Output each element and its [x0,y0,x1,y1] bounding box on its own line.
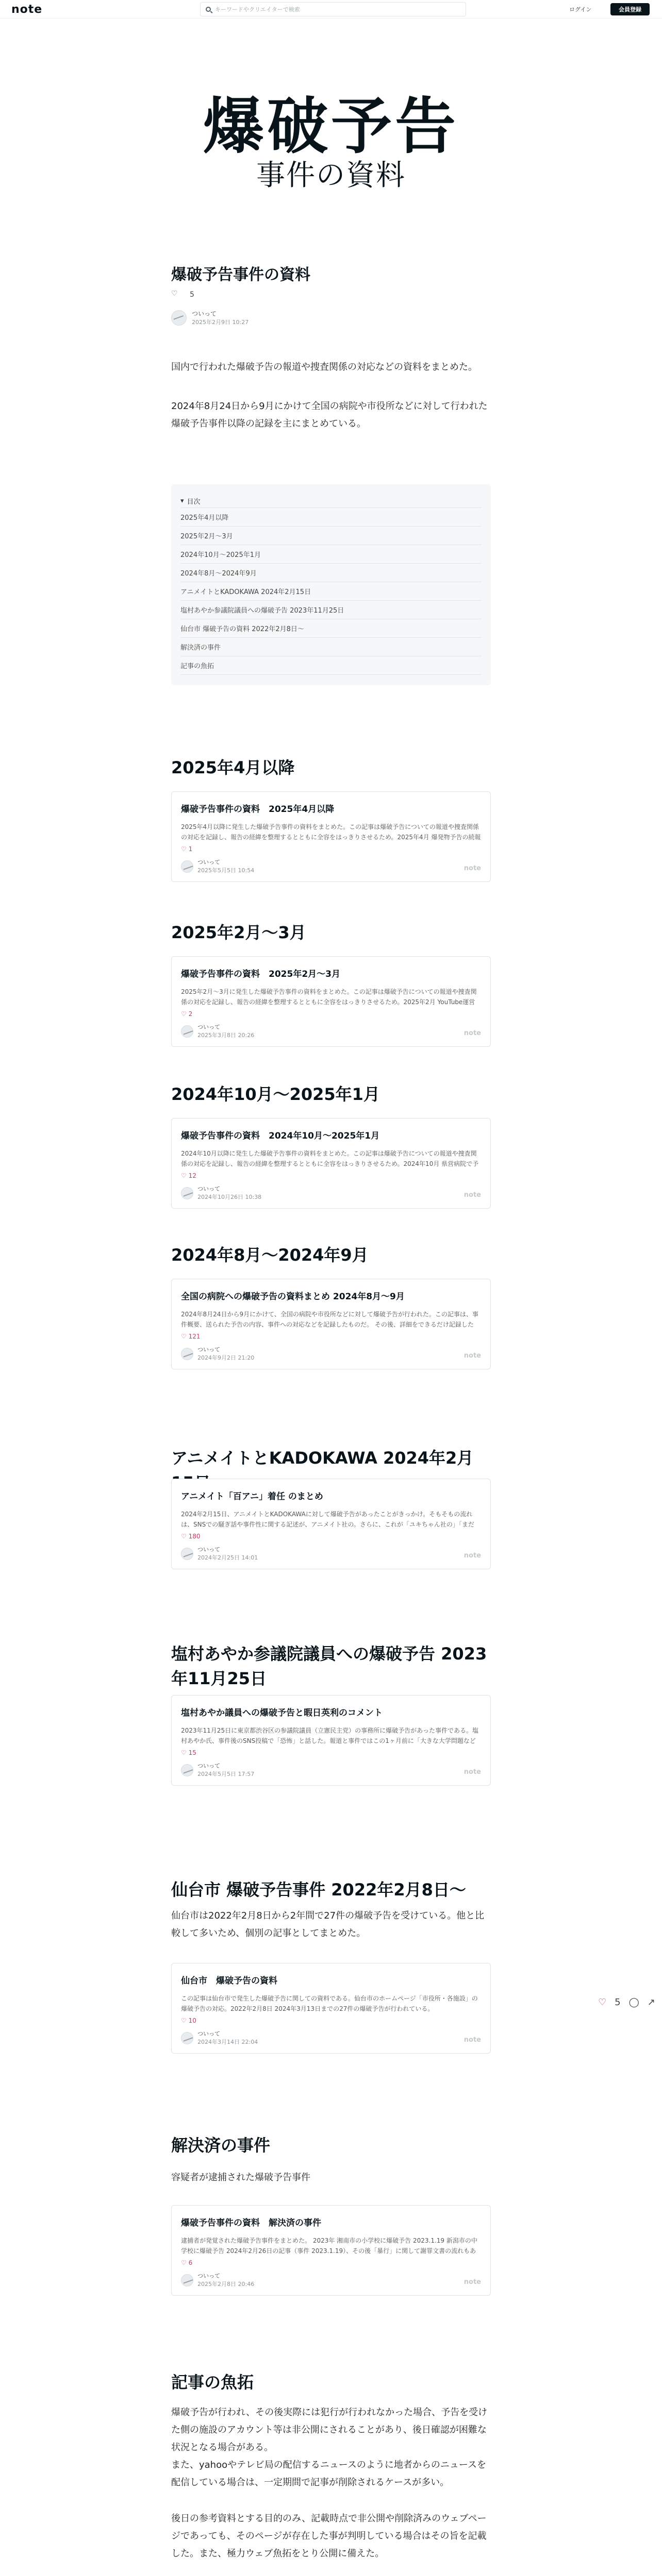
avatar [181,1025,193,1038]
note-logo: note [464,1191,481,1199]
heart-icon[interactable]: ♡ [171,290,178,298]
avatar [181,860,193,873]
card-author: ついって [197,1024,220,1030]
toc-item[interactable]: アニメイトとKADOKAWA 2024年2月15日 [180,582,482,601]
card-footer [181,1185,481,1201]
section-body: また、yahooやテレビ局の配信するニュースのように地者からのニュースを配信している場合は、一定期間で記事が削除されるケースが多い。 [171,2460,486,2488]
card-text: 逮捕者が発覚された爆破予告事件をまとめた。 2023年 湘南市の小学校に爆破予告 2023.1.19 新潟市の中学校に爆破予告 2024年2月26日の記事（事件 2023.1.19）、その後「暴行」に関して謝罪文書の流れもあ [181,2237,477,2255]
toc-item[interactable]: 2025年2月〜3月 [180,527,482,545]
card-date: 2024年2月25日 14:01 [197,1554,258,1561]
avatar [181,2274,193,2286]
card-author: ついって [197,2030,220,2037]
toc-item[interactable]: 解決済の事件 [180,638,482,656]
toc-item[interactable]: 2024年8月〜2024年9月 [180,564,482,582]
card-footer [181,1546,481,1562]
embed-card[interactable] [171,1963,491,2054]
embed-card[interactable] [171,1279,491,1369]
card-text: 2024年8月24日から9月にかけて、全国の病院や市役所などに対して爆破予告が行われた。この記事は、事件概要、送られた予告の内容、事件への対応などを記録したものだ。 その後、詳細をできるだけ記録した [181,1311,478,1328]
author-row[interactable] [171,309,249,326]
card-like-count: 12 [188,1172,196,1179]
avatar [181,1187,193,1199]
card-like-count: 10 [188,2017,196,2024]
note-logo: note [464,865,481,872]
card-date: 2024年9月2日 21:20 [197,1354,255,1361]
card-author: ついって [197,1762,220,1769]
embed-card[interactable] [171,791,491,882]
card-text: 2024年10月以降に発生した爆破予告事件の資料をまとめた。この記事は爆破予告についての報道や捜査関係の対応を記録し、報告の経緯を整理するとともに全容をはっきりさせるため。2024年10月 県営病院で予 [181,1150,479,1167]
card-date: 2024年3月14日 22:04 [197,2039,258,2045]
hero-title: 爆破予告 [203,91,459,162]
section-heading: 2025年4月以降 [171,758,295,777]
global-header [0,0,662,19]
section-heading: アニメイトとKADOKAWA 2024年2月 [171,1448,474,1468]
card-text: 2025年2月〜3月に発生した爆破予告事件の資料をまとめた。この記事は爆破予告についての報道や捜査関係の対応を記録し、報告の経緯を整理するとともに全容をはっきりさせるため。2025年2月 YouTube運営 [181,988,477,1006]
card-like-count: 6 [188,2259,193,2266]
note-logo: note [464,1352,481,1360]
floating-action-bar [598,1997,655,2008]
avatar [181,1548,193,1560]
toc-item[interactable]: 2025年4月以降 [180,508,482,527]
card-date: 2024年5月5日 17:57 [197,1771,255,1777]
search-placeholder: キーワードやクリエイターで検索 [215,6,300,13]
toc-header[interactable] [180,495,482,508]
card-text: 2024年2月15日、アニメイトとKADOKAWAに対して爆破予告があったことがきっかけ。そもそもの流れは、SNSでの騒ぎ話や事件性に関する記述が、アニメイト社の。さらに、これが「ユキちゃん社の」「まだ [181,1511,474,1528]
share-icon[interactable]: ↗ [647,1997,655,2008]
search-icon [206,7,211,12]
note-logo: note [464,2278,481,2286]
embed-card[interactable] [171,1118,491,1209]
card-footer [181,2030,481,2046]
like-count: 5 [190,291,194,299]
section-heading: 仙台市 爆破予告事件 2022年2月8日〜 [171,1880,466,1900]
card-likes: ♡ 1 [181,845,193,853]
note-logo: note [464,1029,481,1037]
card-text: 2025年4月以降に発生した爆破予告事件の資料をまとめた。この記事は爆破予告についての報道や捜査関係の対応を記録し、報告の経緯を整理するとともに全容をはっきりさせるため。2025年4月 爆発物予告の続報 [181,823,481,841]
avatar[interactable] [171,310,187,326]
card-likes: ♡ 10 [181,2017,196,2024]
card-title[interactable]: アニメイト「百アニ」着任 のまとめ [181,1492,323,1502]
card-like-count: 1 [188,845,193,853]
card-title[interactable]: 爆破予告事件の資料 2025年2月〜3月 [181,969,340,979]
card-footer [181,1762,481,1778]
avatar [181,2032,193,2044]
toc-item[interactable]: 仙台市 爆破予告の資料 2022年2月8日〜 [180,619,482,638]
card-likes: ♡ 180 [181,1533,201,1540]
card-author: ついって [197,2273,220,2279]
card-footer [181,859,481,874]
card-likes: ♡ 15 [181,1749,196,1756]
card-footer [181,2273,481,2288]
card-title[interactable]: 仙台市 爆破予告の資料 [181,1976,277,1986]
signup-button[interactable]: 会員登録 [610,3,650,15]
section-body: 仙台市は2022年2月8日から2年間で27件の爆破予告を受けている。他と比較して多いため、個別の記事としてまとめた。 [171,1910,485,1939]
chevron-down-icon: ▾ [180,497,184,505]
card-title[interactable]: 全国の病院への爆破予告の資料まとめ 2024年8月〜9月 [181,1292,405,1302]
card-likes: ♡ 6 [181,2259,193,2266]
card-title[interactable]: 爆破予告事件の資料 2024年10月〜2025年1月 [181,1131,380,1141]
card-title[interactable]: 爆破予告事件の資料 解決済の事件 [181,2218,321,2228]
avatar [181,1764,193,1776]
note-logo: note [464,1768,481,1776]
publish-date: 2025年2月9日 10:27 [192,319,249,326]
author-name[interactable]: ついって [192,310,217,317]
section-heading: 記事の魚拓 [171,2372,254,2392]
card-date: 2025年2月8日 20:46 [197,2281,255,2287]
login-link[interactable]: ログイン [569,6,592,13]
embed-card[interactable] [171,956,491,1047]
card-likes: ♡ 121 [181,1333,201,1340]
section-heading: 解決済の事件 [171,2136,271,2155]
intro-paragraph-2: 2024年8月24日から9月にかけて全国の病院や市役所などに対して行われた爆破予告事件以降の記録を主にまとめている。 [171,401,488,429]
card-author: ついって [197,1346,220,1353]
note-logo: note [464,2036,481,2044]
comment-icon[interactable]: ◯ [628,1997,639,2008]
card-author: ついって [197,1185,220,1192]
card-likes: ♡ 2 [181,1010,193,1018]
avatar [181,1348,193,1360]
card-footer [181,1024,481,1039]
section-heading: 2024年10月〜2025年1月 [171,1084,380,1104]
section-heading: 2024年8月〜2024年9月 [171,1245,369,1265]
card-like-count: 15 [188,1749,196,1756]
hero-subtitle: 事件の資料 [256,159,406,192]
section-heading: 塩村あやか参議院議員への爆破予告 2023年11月25日 [171,1644,487,1688]
card-title[interactable]: 爆破予告事件の資料 2025年4月以降 [181,804,335,815]
section-heading: 2025年2月〜3月 [171,923,306,942]
note-logo: note [464,1552,481,1560]
card-like-count: 2 [188,1010,193,1018]
card-date: 2025年3月8日 20:26 [197,1032,255,1039]
card-text: この記事は仙台市で発生した爆破予告に関しての資料である。仙台市のホームページ「市役所・各施設」の爆破予告の対応。2022年2月8日 2024年3月13日までの27件の爆破予告が行われている。 [181,1995,478,2012]
toc-item[interactable]: 記事の魚拓 [180,656,482,675]
section-body: 後日の参考資料とする目的のみ、記載時点で非公開や削除済みのウェブページであっても、そのページが存在した事が判明している場合はその旨を記載した。また、極力ウェブ魚拓をとり公開に備えた。 [171,2513,487,2559]
toc-label: 目次 [187,498,201,506]
table-of-contents [171,484,491,685]
card-footer [181,1346,481,1362]
card-author: ついって [197,859,220,866]
card-text: 2023年11月25日に東京都渋谷区の参議院議員（立憲民主党）の事務所に爆破予告があった事件である。塩村あやか氏、事件後のSNS投稿で「恐怖」と話した。報道と事件ではこの1ヶ月前に「大きな大学問題など [181,1727,478,1744]
note-logo[interactable]: note [11,3,43,16]
embed-card[interactable] [171,1479,491,1569]
card-likes: ♡ 12 [181,1172,196,1179]
card-author: ついって [197,1546,220,1553]
section-body: 容疑者が逮捕された爆破予告事件 [171,2172,310,2183]
article-title: 爆破予告事件の資料 [171,266,310,284]
card-date: 2025年5月5日 10:54 [197,867,255,874]
card-like-count: 121 [188,1333,201,1340]
embed-card[interactable] [171,2205,491,2296]
heart-icon[interactable]: ♡ [598,1997,607,2008]
floating-like-count: 5 [615,1997,621,2008]
card-like-count: 180 [188,1533,201,1540]
card-title[interactable]: 塩村あやか議員への爆破予告と暇日英利のコメント [181,1708,383,1718]
search-input[interactable] [200,2,466,16]
card-date: 2024年10月26日 10:38 [197,1194,262,1200]
embed-card[interactable] [171,1695,491,1786]
section-body: 爆破予告が行われ、その後実際には犯行が行われなかった場合、予告を受けた側の施設のアカウント等は非公開にされることがあり、後日確認が困難な状況となる場合がある。 [171,2407,488,2453]
intro-paragraph-1: 国内で行われた爆破予告の報道や捜査関係の対応などの資料をまとめた。 [171,362,477,372]
toc-item[interactable]: 2024年10月〜2025年1月 [180,545,482,564]
toc-item[interactable]: 塩村あやか参議院議員への爆破予告 2023年11月25日 [180,601,482,619]
